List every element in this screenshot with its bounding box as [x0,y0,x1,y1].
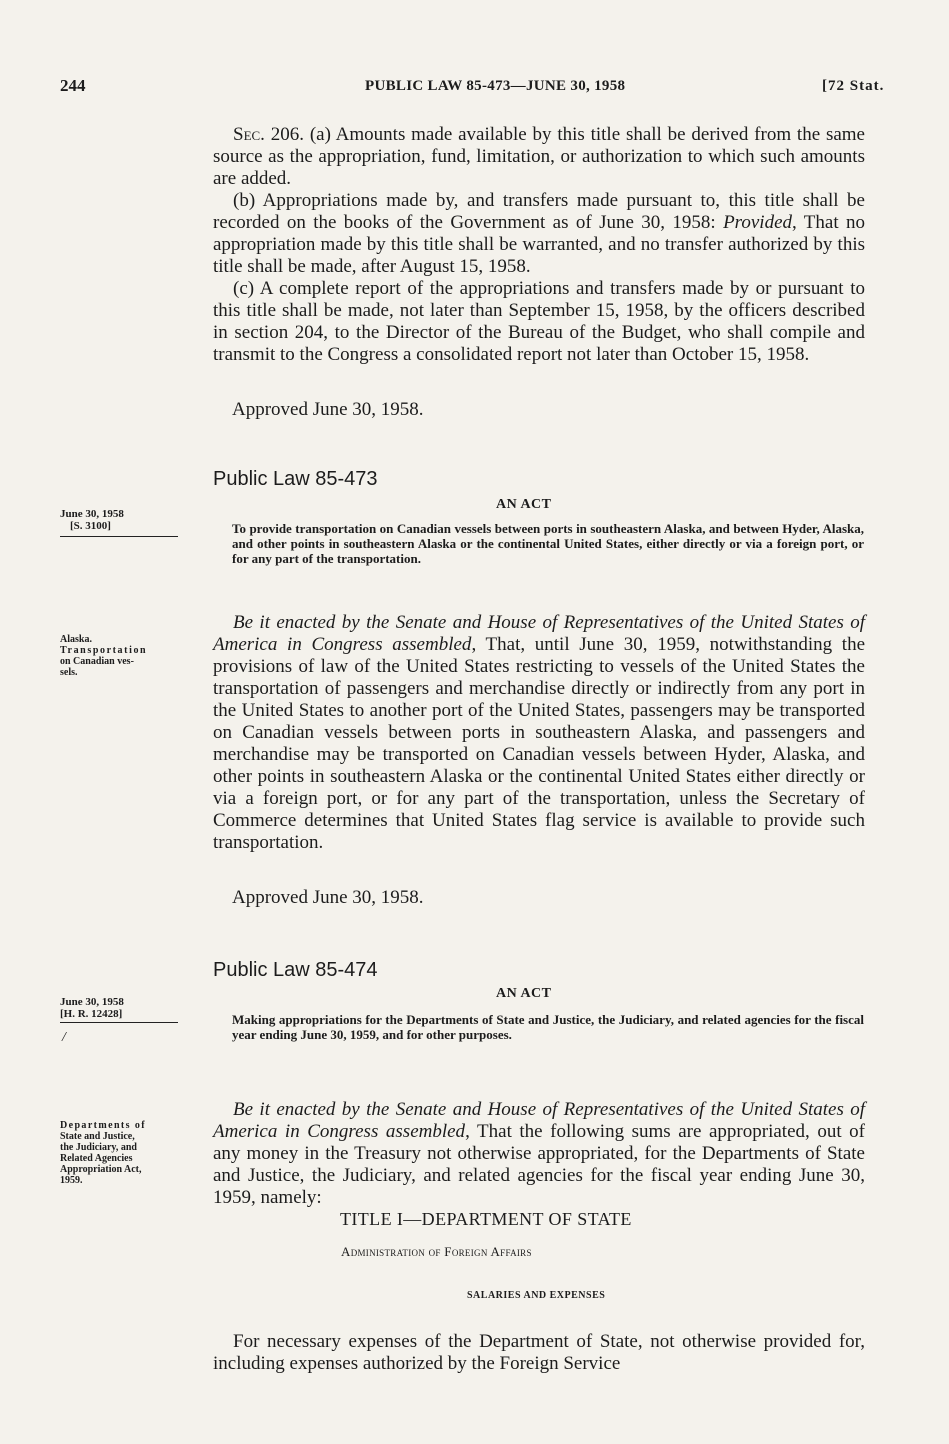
enacting-clause-85-474: Be it enacted by the Senate and House of Representatives of the United States of America in Congress assembled, That the following sums are appropriated, out of any money in the Treasury not otherwise appropriated, for the Departments of State and Justice, the Judiciary, and related agencies for the fiscal year ending June 30, 1959, namely: [213,1099,865,1208]
margin-date-85-473: June 30, 1958 [S. 3100] [60,508,124,532]
expenses-paragraph: For necessary expenses of the Department of State, not otherwise provided for, including expenses authorized by the Foreign Service [213,1331,865,1374]
section-206-c: (c) A complete report of the appropriations and transfers made by or pursuant to this title shall be made, not later than September 15, 1958, by the officers described in section 204, to the Director of the Bureau of the Budget, who shall compile and transmit to the Congress a consolidated report not later than October 15, 1958. [213,278,865,365]
margin-mark: / [62,1030,66,1045]
law-title-85-473: Public Law 85-473 [213,468,378,490]
approved-line: Approved June 30, 1958. [232,887,424,908]
enacting-italic: Be it enacted by the Senate and House of Representatives of the United States of America in Congress assembled [213,612,865,655]
margin-rule [60,536,178,537]
an-act-heading: AN ACT [496,986,552,1001]
enacting-clause-85-473: Be it enacted by the Senate and House of Representatives of the United States of America in Congress assembled, That, until June 30, 1959, notwithstanding the provisions of law of the United States restricting to vessels of the United States the transportation of passengers and merchandise directly or indirectly from any port in the United States to another port of the United States, passengers may be transported on Canadian vessels between ports in southeastern Alaska, and passengers and merchandise may be transported on Canadian vessels between Hyder, Alaska, and other points in southeastern Alaska or the continental United States either directly or via a foreign port, or for any part of the transportation, unless the Secretary of Commerce determines that United States flag service is available to provide such transportation. [213,612,865,853]
page-header [60,76,890,100]
page-number: 244 [60,76,86,95]
margin-date-85-474: June 30, 1958 [H. R. 12428] [60,996,124,1020]
provided-italic: Provided [723,212,793,233]
approved-line: Approved June 30, 1958. [232,399,424,420]
statute-volume: [72 Stat. [822,78,885,94]
act-purpose-85-474: Making appropriations for the Departments of State and Justice, the Judiciary, and related agencies for the fiscal year ending June 30, 1959, and for other purposes. [232,1012,864,1042]
an-act-heading: AN ACT [496,497,552,512]
act-purpose-85-473: To provide transportation on Canadian vessels between ports in southeastern Alaska, and between Hyder, Alaska, and other points in southeastern Alaska or the continental United States, either directly or via a foreign port, or for any part of the transportation. [232,521,864,566]
sec-label: Sec. [233,124,265,145]
margin-rule [60,1022,178,1023]
margin-note-departments: Departments of State and Justice, the Judiciary, and Related Agencies Appropriation Act, 1959. [60,1120,146,1186]
section-206-b: (b) Appropriations made by, and transfers made pursuant to, this title shall be recorded on the books of the Government as of June 30, 1958: Provided, That no appropriation made by this title shall be warranted, and no transfer authorized by this title shall be made, after August 15, 1958. [213,190,865,277]
section-206-a-text: 206. (a) Amounts made available by this title shall be derived from the same source as the appropriation, fund, limitation, or authorization to which such amounts are added. [213,124,865,189]
administration-heading: Administration of Foreign Affairs [341,1244,532,1259]
enacting-italic: Be it enacted by the Senate and House of Representatives of the United States of America in Congress assembled [213,1099,865,1142]
running-title: PUBLIC LAW 85-473—JUNE 30, 1958 [365,78,626,94]
section-206 [213,124,865,366]
margin-note-alaska: Alaska. Transportation on Canadian ves- sels. [60,634,148,678]
law-title-85-474: Public Law 85-474 [213,959,378,981]
title-i-heading: TITLE I—DEPARTMENT OF STATE [340,1209,632,1229]
salaries-heading: SALARIES AND EXPENSES [467,1290,606,1301]
section-206-a [213,124,865,190]
